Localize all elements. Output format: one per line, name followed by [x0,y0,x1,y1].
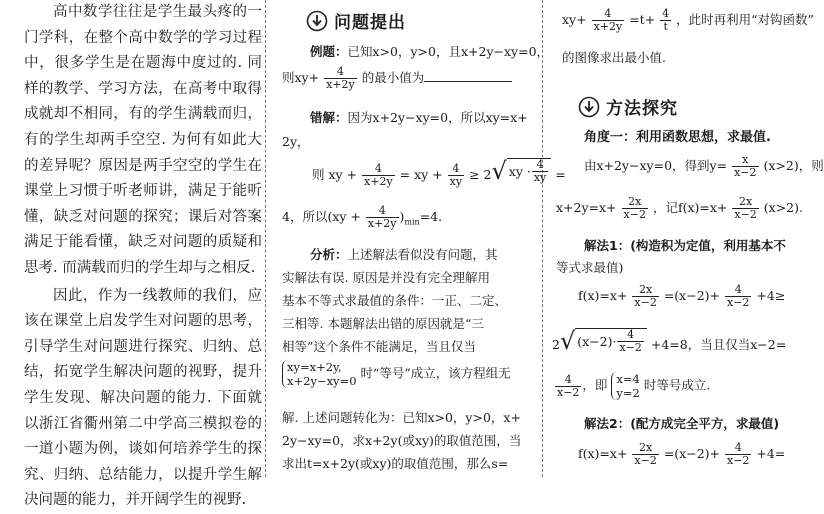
wrong-solution-line-4 [282,205,442,230]
text: 2 [552,337,560,352]
answer-blank [424,71,512,82]
text: ，记f(x)=x+ [652,200,728,215]
intro-column [0,0,262,509]
denominator: x−2 [557,385,580,399]
text: ) [399,209,405,224]
text: 时“等号”成立，该方程组无 [360,365,511,381]
denominator: x−2 [734,208,757,221]
section-title: 问题提出 [334,13,406,33]
analysis-line-2: 实解法有误. 原因是并没有完全理解用 [282,270,490,285]
equation-system [282,360,357,388]
solution-1-line-2: 等式求最值) [556,260,624,275]
example-label: 例题： [310,44,348,59]
fraction [532,159,548,184]
numerator: 4 [555,374,581,387]
text: 则xy+ [282,70,320,85]
analysis-line-9: 求出t=x+2y(或xy)的取值范围，那么s= [282,456,509,471]
fraction [617,329,643,354]
denominator: xy [533,171,547,184]
numerator: 4 [362,163,395,176]
text: 4，所以 [282,209,328,224]
column-divider [542,0,543,477]
equation: x+2y−xy=0 [287,374,357,388]
denominator: xy [449,175,463,188]
example-line-1 [310,42,549,60]
down-arrow-icon [578,96,600,118]
denominator: x−2 [634,296,657,309]
numerator: 4 [617,329,643,342]
numerator: 4 [662,7,670,20]
numerator: 4 [448,163,464,176]
numerator: 4 [725,284,751,297]
fraction [448,163,464,188]
solution-1-line-1 [584,236,786,254]
denominator: x−2 [727,296,750,309]
method-line-1 [584,154,824,179]
method-column [548,0,824,477]
down-arrow-icon [306,10,328,32]
solution-1-equation-3 [554,372,710,400]
fraction [366,205,399,230]
analysis-line-7: 解. 上述问题转化为：已知x>0，y>0，x+ [282,410,521,425]
subscript: min [404,217,420,227]
solution-2-equation-1 [578,442,785,467]
fraction [732,196,758,221]
example-line-2 [282,66,512,91]
denominator: x−2 [727,454,750,467]
text: 则 xy + [312,167,358,182]
fraction [592,8,625,33]
text: +4=8，当且仅当x−2= [650,337,787,352]
text: (x>2)，则 [763,158,824,173]
denominator: x+2y [367,217,397,230]
equation-system [611,372,639,400]
fraction [732,154,758,179]
wrong-solution-label: 错解： [310,110,348,125]
fraction [622,196,648,221]
intro-paragraph-1: 高中数学往往是学生最头疼的一门学科，在整个高中数学的学习过程中，很多学生是在题海中度过的. 同样的教学、学习方法，在高考中取得成就却不相同，有的学生满载而归，有的学生却两手空空. 为何有如此大的差异呢？原因是两手空空的学生在课堂上习惯于听老师讲，满足于能听懂，缺乏对问题的探究；课后对答案满足于能看懂，缺乏对问题的质疑和思考. 而满载而归的学生却与之相反. [24,4,262,276]
text: +4= [756,446,786,461]
denominator: x−2 [619,341,642,354]
wrong-solution-line-2: 2y， [282,134,310,149]
continuation-line-1 [562,8,814,33]
numerator: 2x [622,196,648,209]
text: 由x+2y−xy=0，得到y= [584,158,728,173]
square-root: √ xy · $\frac{4}{xy}$ [491,158,551,184]
text: 因为x+2y−xy=0，所以xy=x+ [347,110,528,125]
denominator: x+2y [593,20,623,33]
numerator: 2x [632,284,658,297]
numerator: 2x [732,196,758,209]
numerator: 4 [324,66,357,79]
denominator: x−2 [623,208,646,221]
text: ，此时再利用“对钩函数” [676,12,814,27]
square-root: √ (x−2)· $\frac{4}{x-2}$ [560,328,647,354]
text: 的最小值为 [361,70,425,85]
fraction [660,8,671,33]
numerator: 4 [725,442,751,455]
method-line-2 [556,196,803,221]
fraction [324,66,357,91]
analysis-line-8: 2y−xy=0，求x+2y(或xy)的取值范围，当 [282,433,522,448]
equation: xy=x+2y, [287,360,342,374]
section-heading-method [578,94,678,119]
numerator: 4 [592,8,625,21]
section-heading-problem [306,8,406,33]
fraction [725,284,751,309]
text: xy · [508,164,531,179]
text: f(x)=x+ [578,446,628,461]
wrong-solution-line-1 [310,108,528,126]
text: = xy + [399,167,443,182]
text: =4. [419,209,443,224]
denominator: x+2y [326,78,355,91]
fraction [725,442,751,467]
text: (xy + [327,209,361,224]
numerator: 2x [632,442,658,455]
fraction [555,374,581,399]
text: f(x)=x+ [578,288,628,303]
analysis-line-4: 三相等. 本题解法出错的原因就是“三 [282,316,484,331]
angle-one-heading: 角度一：利用函数思想，求最值. [584,130,771,145]
fraction [362,163,395,188]
section-title: 方法探究 [606,99,678,119]
text: 上述解法看似没有问题，其 [347,247,498,262]
continuation-line-2: 的图像求出最小值. [562,50,666,65]
denominator: x+2y [364,175,393,188]
numerator: x [732,154,758,167]
fraction [632,442,658,467]
analysis-label: 分析： [310,247,348,262]
analysis-line-6 [282,360,511,388]
solution-1-label: 解法1：(构造积为定值，利用基本不 [584,238,786,253]
analysis-line-5: 相等”这个条件不能满足，当且仅当 [282,339,476,354]
text: 时等号成立. [643,377,711,393]
column-divider [265,0,266,477]
text: x+2y=x+ [556,200,617,215]
equation: y=2 [616,386,640,400]
text: +4≥ [756,288,786,303]
numerator: 4 [532,159,548,172]
solution-1-equation-2 [552,328,786,354]
text: =(x−2)+ [663,446,721,461]
solution-1-equation-1 [578,284,785,309]
text: ≥ 2 [469,167,492,182]
denominator: x−2 [634,454,657,467]
numerator: 4 [366,205,399,218]
text: =t+ [629,12,656,27]
solution-2-line-1 [584,414,779,432]
denominator: t [663,20,668,33]
denominator: x−2 [734,166,757,179]
text: xy+ [562,12,587,27]
solution-2-label: 解法2：(配方成完全平方，求最值) [584,416,780,431]
text: (x−2)· [577,334,617,349]
problem-column [272,0,566,477]
equation: x=4 [616,372,640,386]
text: (x>2). [763,200,803,215]
wrong-solution-inequality [312,158,566,188]
text: =(x−2)+ [663,288,721,303]
analysis-line-3: 基本不等式求最值的条件：一正、二定、 [282,293,508,308]
fraction [632,284,658,309]
text: = [555,167,566,182]
text: ，即 [582,377,608,393]
intro-paragraph-2: 因此，作为一线教师的我们，应该在课堂上启发学生对问题的思考，引导学生对问题进行探究、归纳、总结，拓宽学生解决问题的视野，提升学生发现、解决问题的能力. 下面就以浙江省衢州第二中学高三模拟卷的一道小题为例，谈如何培养学生的探究、归纳、总结能力，以提升学生解决问题的能力，并开阔学生的视野. [24,287,262,509]
analysis-line-1 [310,245,498,263]
example-text: 已知x>0，y>0，且x+2y−xy=0， [347,44,550,59]
